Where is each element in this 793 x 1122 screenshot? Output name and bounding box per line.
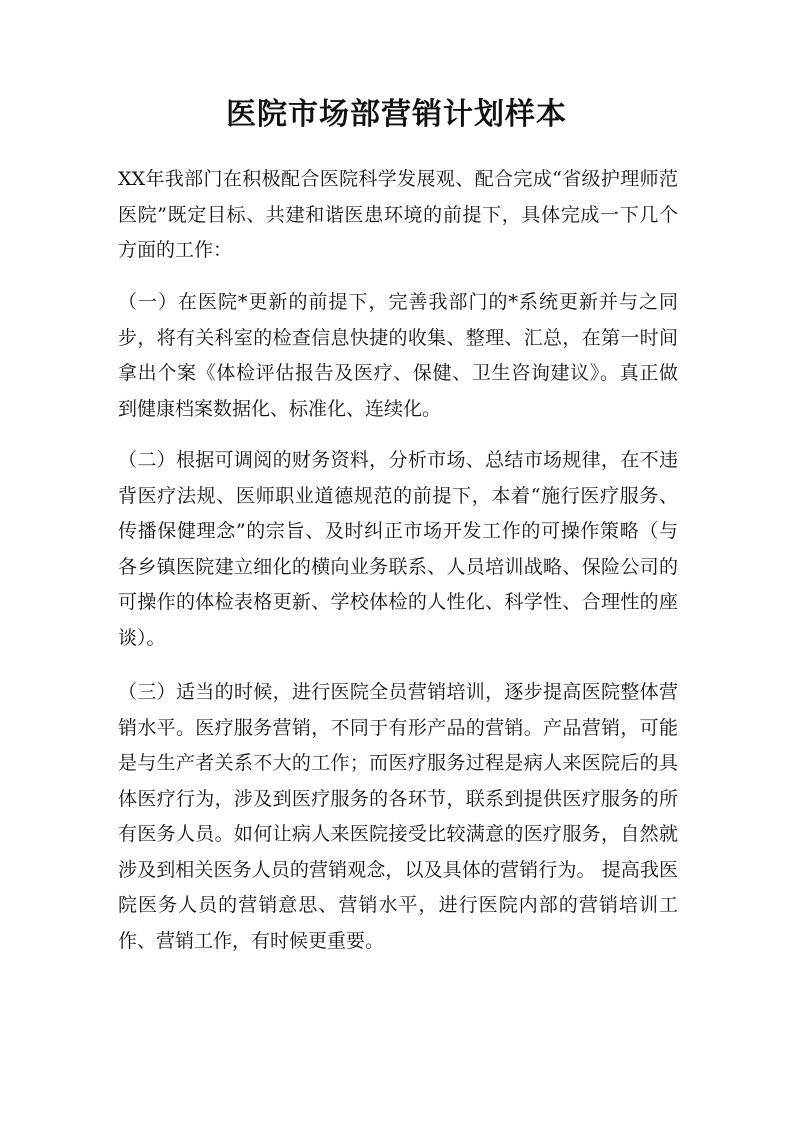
paragraph-section-3: （三）适当的时候，进行医院全员营销培训，逐步提高医院整体营销水平。医疗服务营销，不同于有形产品的营销。产品营销，可能是与生产者关系不大的工作；而医疗服务过程是病人来医院后的具体医疗行为，涉及到医疗服务的各环节，联系到提供医疗服务的所有医务人员。如何让病人来医院接受比较满意的医疗服务，自然就涉及到相关医务人员的营销观念，以及具体的营销行为。 提高我医院医务人员的营销意思、营销水平，进行医院内部的营销培训工作、营销工作，有时候更重要。 [118,681,678,952]
paragraph-section-2: （二）根据可调阅的财务资料，分析市场、总结市场规律，在不违背医疗法规、医师职业道德规范的前提下，本着“施行医疗服务、传播保健理念”的宗旨、及时纠正市场开发工作的可操作策略（与各乡镇医院建立细化的横向业务联系、人员培训战略、保险公司的可操作的体检表格更新、学校体检的人性化、科学性、合理性的座谈）。 [118,449,678,649]
paragraph-section-1: （一）在医院*更新的前提下，完善我部门的*系统更新并与之同步，将有关科室的检查信息快捷的收集、整理、汇总，在第一时间拿出个案《体检评估报告及医疗、保健、卫生咨询建议》。真正做到健康档案数据化、标准化、连续化。 [118,291,678,420]
document-title: 医院市场部营销计划样本 [226,97,567,132]
paragraph-intro: XX年我部门在积极配合医院科学发展观、配合完成“省级护理师范医院”既定目标、共建和谐医患环境的前提下，具体完成一下几个方面的工作： [118,168,678,261]
